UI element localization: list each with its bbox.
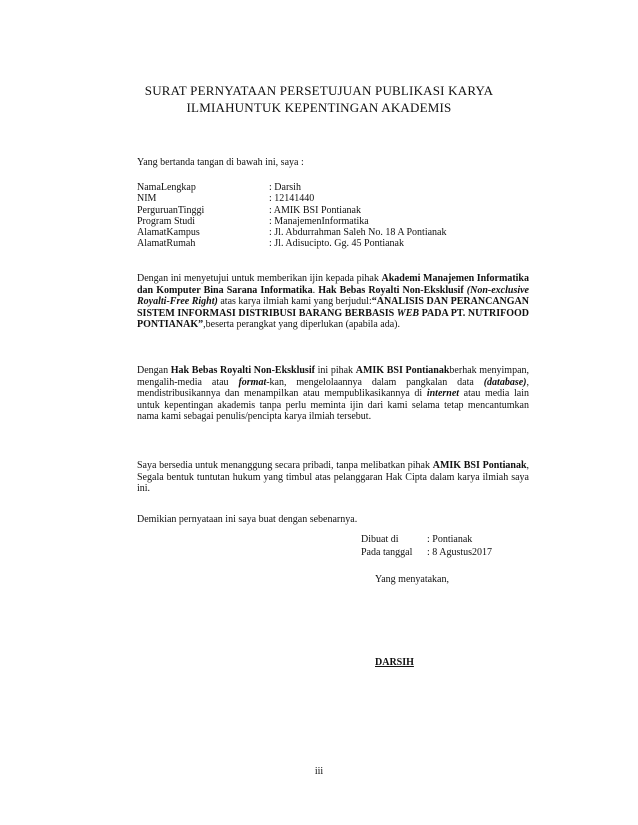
text-span: atas karya ilmiah kami yang berjudul: xyxy=(217,296,372,308)
place-label: Dibuat di xyxy=(361,534,399,545)
emphasis-internet: internet xyxy=(426,388,460,400)
text-span: ,beserta perangkat yang diperlukan (apabila ada). xyxy=(203,319,400,331)
thesis-title-end: PADA PT. NUTRIFOOD PONTIANAK” xyxy=(137,307,529,331)
paragraph-consent xyxy=(137,273,529,331)
text-span: . xyxy=(312,284,319,296)
text-span: atau media lain untuk kepentingan akademis tanpa perlu meminta ijin dari kami selama tetap mencantumkan nama kami sebagai penulis/pencipta karya ilmiah tersebut. xyxy=(137,388,529,423)
paragraph-closing: Demikian pernyataan ini saya buat dengan sebenarnya. xyxy=(137,514,358,525)
field-value: : Jl. Abdurrahman Saleh No. 18 A Pontianak xyxy=(269,227,447,239)
text-span: Dengan ini menyetujui untuk memberikan ijin kepada pihak xyxy=(137,273,382,284)
field-value: : 12141440 xyxy=(269,193,315,205)
field-value: : Darsih xyxy=(269,182,301,193)
field-label: PerguruanTinggi xyxy=(137,204,205,216)
date-label: Pada tanggal xyxy=(361,547,413,558)
field-label: AlamatKampus xyxy=(137,227,200,239)
right-name-english: (Non-exclusive Royalti-Free Right) xyxy=(137,284,529,308)
field-label: Program Studi xyxy=(137,215,196,227)
text-span: Saya bersedia untuk menanggung secara pribadi, tanpa melibatkan pihak xyxy=(137,460,433,471)
signature-date xyxy=(361,547,492,559)
institution-name: Akademi Manajemen Informatika dan Komputer Bina Sarana Informatika xyxy=(137,273,529,296)
field-label: NIM xyxy=(137,193,157,205)
page-number: iii xyxy=(314,766,324,777)
intro-text: Yang bertanda tangan di bawah ini, saya : xyxy=(137,157,304,168)
place-value: : Pontianak xyxy=(427,534,473,545)
text-span: , mendistribusikannya dan menampilkan atau mempublikasikannya di xyxy=(137,376,529,400)
paragraph-rights xyxy=(137,365,529,423)
text-span: -kan, mengelolaannya dalam pangkalan data xyxy=(266,376,484,388)
right-name: Hak Bebas Royalti Non-Eksklusif xyxy=(318,284,464,296)
text-span: Dengan xyxy=(137,365,171,376)
thesis-title-web: WEB xyxy=(396,307,420,319)
field-value: : ManajemenInformatika xyxy=(269,215,369,227)
field-label: NamaLengkap xyxy=(137,182,196,193)
date-value: : 8 Agustus2017 xyxy=(427,547,493,558)
field-value: : AMIK BSI Pontianak xyxy=(269,204,361,216)
right-name: Hak Bebas Royalti Non-Eksklusif xyxy=(170,365,315,376)
field-value: : Jl. Adisucipto. Gg. 45 Pontianak xyxy=(269,238,404,250)
signer-name: DARSIH xyxy=(375,657,414,668)
institution-name: AMIK BSI Pontianak xyxy=(432,460,527,471)
institution-name: AMIK BSI Pontianak xyxy=(355,365,450,376)
text-span: , Segala bentuk tuntutan hukum yang timbul atas pelanggaran Hak Cipta dalam karya ilmiah saya ini. xyxy=(137,460,529,495)
document-title-line2: ILMIAHUNTUK KEPENTINGAN AKADEMIS xyxy=(186,100,452,115)
declarer-text: Yang menyatakan, xyxy=(375,574,449,585)
thesis-title: “ANALISIS DAN PERANCANGAN SISTEM INFORMASI DISTRIBUSI BARANG BERBASIS xyxy=(137,296,529,319)
signature-place xyxy=(361,534,472,546)
paragraph-liability xyxy=(137,460,529,495)
emphasis-database: (database) xyxy=(483,376,527,388)
emphasis-format: format xyxy=(238,376,267,388)
field-label: AlamatRumah xyxy=(137,238,196,250)
text-span: berhak menyimpan, mengalih-media atau xyxy=(137,365,530,388)
text-span: ini pihak xyxy=(314,365,356,376)
document-title-line1: SURAT PERNYATAAN PERSETUJUAN PUBLIKASI KARYA xyxy=(144,83,494,98)
